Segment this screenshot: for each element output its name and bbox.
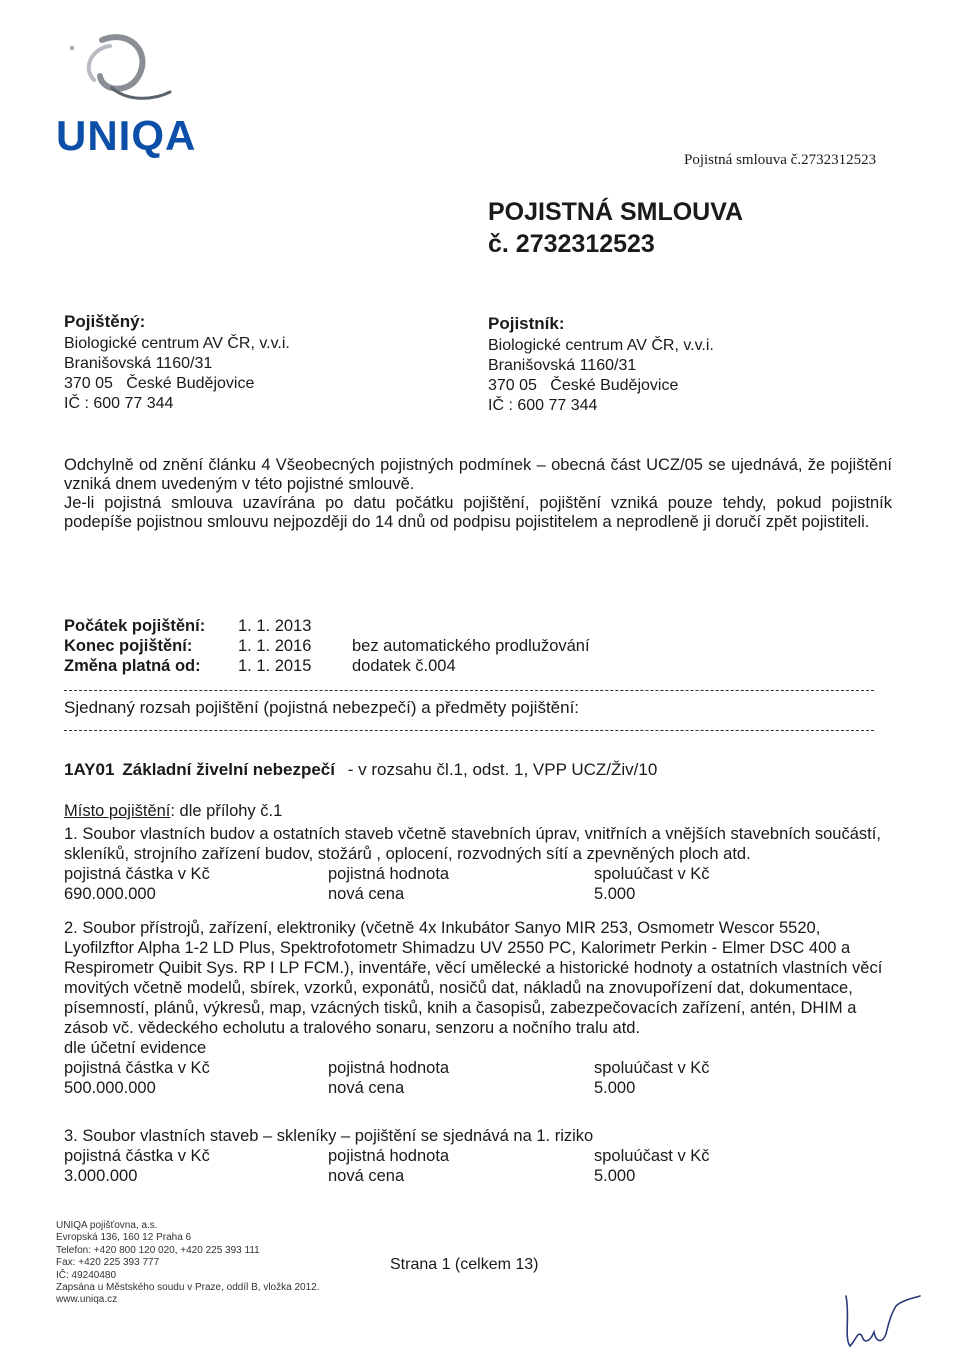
policyholder-id: IČ : 600 77 344 [488,397,598,414]
item-extra: dle účetní evidence [64,1039,207,1057]
item-description: 3. Soubor vlastních staveb – skleníky – pojištění se sjednává na 1. riziko [64,1127,594,1145]
date-label: Změna platná od: [64,657,201,675]
item-values [64,884,894,904]
item-values [64,1166,894,1186]
sum-value: 500.000.000 [64,1079,156,1097]
policyholder-block [488,314,714,416]
date-row-change [64,656,590,676]
footer-web: www.uniqa.cz [56,1294,118,1306]
item-description: 1. Soubor vlastních budov a ostatních staveb včetně stavebních úprav, vnitřních a vnějších stavebních součástí, skleníků, strojního zařízení budov, stožárů , oplocení, rozvodných sítí a zpevněných ploch atd. [64,825,881,863]
risk-detail: - v rozsahu čl.1, odst. 1, VPP UCZ/Živ/10 [347,760,658,779]
date-row-start [64,616,590,636]
sum-value: 3.000.000 [64,1167,138,1185]
insured-name: Biologické centrum AV ČR, v.v.i. [64,335,290,352]
item-values [64,1078,894,1098]
insured-item-1 [64,824,894,904]
document-title [488,196,743,260]
insured-city: 370 05 České Budějovice [64,375,255,392]
handwritten-initials-icon [836,1286,926,1356]
footer-address: Evropská 136, 160 12 Praha 6 [56,1232,192,1244]
item-column-labels [64,1058,894,1078]
risk-code: 1AY01 [64,760,115,779]
sum-label: pojistná částka v Kč [64,1147,210,1165]
item-column-labels [64,864,894,884]
title-line-2: č. 2732312523 [488,230,655,258]
deductible-label: spoluúčast v Kč [594,865,710,883]
insured-item-3 [64,1126,894,1186]
value-label: pojistná hodnota [328,865,450,883]
footer-ic: IČ: 49240480 [56,1269,117,1281]
deductible-value: 5.000 [594,1167,636,1185]
insured-street: Branišovská 1160/31 [64,355,213,372]
deductible-label: spoluúčast v Kč [594,1147,710,1165]
sum-value: 690.000.000 [64,885,156,903]
date-value: 1. 1. 2016 [238,637,312,655]
item-description: 2. Soubor přístrojů, zařízení, elektroniky (včetně 4x Inkubátor Sanyo MIR 253, Osmometr Wescor 5520, Lyofilzftor Alpha 1-2 LD Plus, Spektrofotometr Shimadzu UV 2550 PC, Kalorimetr Perkin - Elmer DSC 400 a Respirometr Quibit Sys. RP I LP FCM.), inventáře, věcí umělecké a historické hodnoty a ostatních vlastních věcí movitých včetně modelů, sbírek, vzorků, exponátů, nosičů dat, nákladů na znovupořízení dat, dokumentace, písemností, plánů, výkresů, map, vzácných tisků, knih a časopisů, zabezpečovacích zařízení, antén, DHIM a zásob vč. vědeckého echolutu a tralového sonaru, senzoru a nočního tralu atd. [64,919,883,1037]
value-type: nová cena [328,1167,405,1185]
footer-fax: Fax: +420 225 393 777 [56,1257,160,1269]
location-line [64,802,282,821]
dashed-divider [64,730,874,731]
intro-paragraph-1: Odchylně od znění článku 4 Všeobecných pojistných podmínek – obecná část UCZ/05 se ujednává, že pojištění vzniká dnem uvedeným v této pojistné smlouvě. [64,456,892,493]
intro-paragraph-2: Je-li pojistná smlouva uzavírána po datu počátku pojištění, pojištění vzniká pouze tehdy, pokud pojistník podepíše pojistnou smlouvu nejpozději do 14 dnů od podpisu pojistitelem a neprodleně ji doručí zpět pojistiteli. [64,494,892,531]
title-line-1: POJISTNÁ SMLOUVA [488,198,744,226]
value-type: nová cena [328,885,405,903]
date-label: Počátek pojištění: [64,617,206,635]
deductible-value: 5.000 [594,885,636,903]
scope-heading: Sjednaný rozsah pojištění (pojistná nebezpečí) a předměty pojištění: [64,698,580,717]
deductible-label: spoluúčast v Kč [594,1059,710,1077]
policyholder-name: Biologické centrum AV ČR, v.v.i. [488,337,714,354]
date-note: bez automatického prodlužování [352,637,590,655]
policyholder-street: Branišovská 1160/31 [488,357,637,374]
value-type: nová cena [328,1079,405,1097]
footer-company: UNIQA pojišťovna, a.s. [56,1220,158,1231]
insured-id: IČ : 600 77 344 [64,395,174,412]
insured-label: Pojištěný: [64,312,146,331]
insured-block [64,312,290,414]
page-number: Strana 1 (celkem 13) [390,1256,539,1273]
date-label: Konec pojištění: [64,637,193,655]
policyholder-city: 370 05 České Budějovice [488,377,679,394]
insured-item-2 [64,918,894,1098]
insurance-dates [64,616,590,676]
item-column-labels [64,1146,894,1166]
date-row-end [64,636,590,656]
value-label: pojistná hodnota [328,1147,450,1165]
policyholder-label: Pojistník: [488,314,565,333]
risk-name: Základní živelní nebezpečí [122,760,335,779]
uniqa-logo-swirl-icon [62,28,182,108]
value-label: pojistná hodnota [328,1059,450,1077]
dashed-divider [64,690,874,691]
location-detail: : dle přílohy č.1 [170,802,283,820]
uniqa-logo-text: UNIQA [56,112,197,159]
location-label: Místo pojištění [64,802,171,820]
date-value: 1. 1. 2013 [238,617,312,635]
risk-line [64,760,657,780]
footer-company-info [56,1220,320,1307]
header-contract-ref: Pojistná smlouva č.2732312523 [684,152,877,168]
footer-register: Zapsána u Městského soudu v Praze, oddíl B, vložka 2012. [56,1282,320,1294]
date-note: dodatek č.004 [352,657,456,675]
footer-phone: Telefon: +420 800 120 020, +420 225 393 111 [56,1244,260,1256]
sum-label: pojistná částka v Kč [64,1059,210,1077]
sum-label: pojistná částka v Kč [64,865,210,883]
date-value: 1. 1. 2015 [238,657,312,675]
deductible-value: 5.000 [594,1079,636,1097]
